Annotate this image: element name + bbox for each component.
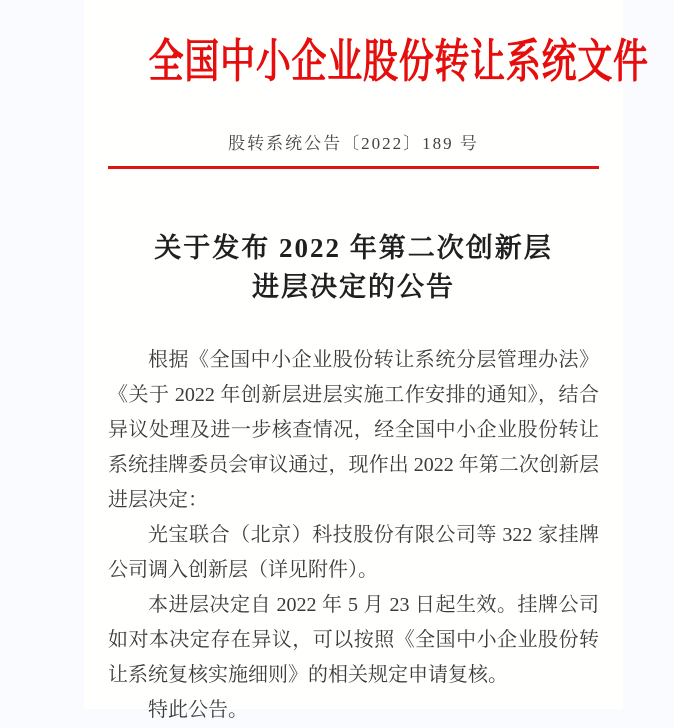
paragraph-basis: 根据《全国中小企业股份转让系统分层管理办法》《关于 2022 年创新层进层实施工作安排的通知》，结合异议处理及进一步核查情况，经全国中小企业股份转让系统挂牌委员会审议通过，现作出 2022 年第二次创新层进层决定：: [108, 349, 599, 511]
document-title-line1: 关于发布 2022 年第二次创新层: [154, 233, 553, 263]
paragraph-decision: 光宝联合（北京）科技股份有限公司等 322 家挂牌公司调入创新层（详见附件）。: [108, 524, 599, 581]
paragraph-effective-date: 本进层决定自 2022 年 5 月 23 日起生效。挂牌公司如对本决定存在异议，可以按照《全国中小企业股份转让系统复核实施细则》的相关规定申请复核。: [108, 594, 599, 686]
doc-number: 股转系统公告〔2022〕189 号: [228, 134, 479, 153]
document-body: [108, 343, 599, 728]
document-title: [84, 229, 623, 307]
document-page: [84, 0, 649, 721]
letterhead-title: 全国中小企业股份转让系统文件: [148, 36, 649, 87]
document-title-line2: 进层决定的公告: [252, 272, 455, 302]
paragraph-closing: 特此公告。: [148, 699, 248, 721]
red-divider-rule: [108, 166, 599, 169]
